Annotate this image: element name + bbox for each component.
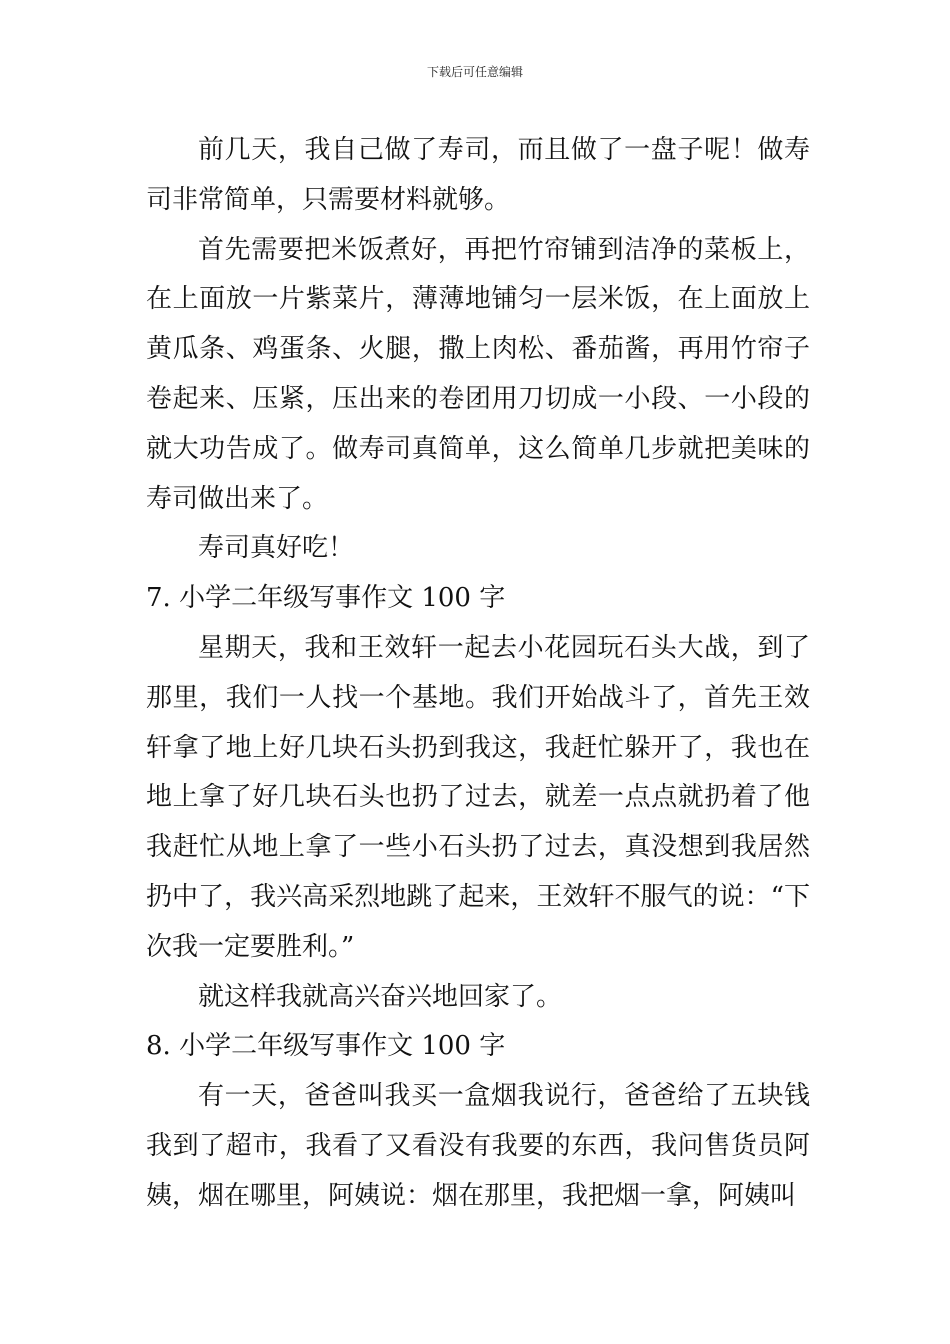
paragraph: 有一天，爸爸叫我买一盒烟我说行，爸爸给了五块钱我到了超市，我看了又看没有我要的东西，我问售货员阿姨，烟在哪里，阿姨说：烟在那里，我把烟一拿，阿姨叫 (146, 1081, 810, 1211)
paragraph: 就这样我就高兴奋兴地回家了。 (198, 981, 563, 1012)
page-header: 下载后可任意编辑 (426, 65, 523, 79)
paragraph: 寿司真好吃！ (198, 533, 355, 564)
document-body (146, 126, 810, 1222)
paragraph: 首先需要把米饭煮好，再把竹帘铺到洁净的菜板上，在上面放一片紫菜片，薄薄地铺匀一层米饭，在上面放上黄瓜条、鸡蛋条、火腿，撒上肉松、番茄酱，再用竹帘子卷起来、压紧，压出来的卷团用刀切成一小段、一小段的就大功告成了。做寿司真简单，这么简单几步就把美味的寿司做出来了。 (146, 234, 810, 514)
paragraph: 前几天，我自己做了寿司，而且做了一盘子呢！做寿司非常简单，只需要材料就够。 (146, 135, 810, 215)
section-heading: 7. 小学二年级写事作文 100 字 (146, 583, 506, 614)
paragraph: 星期天，我和王效轩一起去小花园玩石头大战，到了那里，我们一人找一个基地。我们开始战斗了，首先王效轩拿了地上好几块石头扔到我这，我赶忙躲开了，我也在地上拿了好几块石头也扔了过去，就差一点点就扔着了他我赶忙从地上拿了一些小石头扔了过去，真没想到我居然扔中了，我兴高采烈地跳了起来，王效轩不服气的说：“下次我一定要胜利。” (146, 632, 810, 962)
section-heading: 8. 小学二年级写事作文 100 字 (146, 1031, 506, 1062)
